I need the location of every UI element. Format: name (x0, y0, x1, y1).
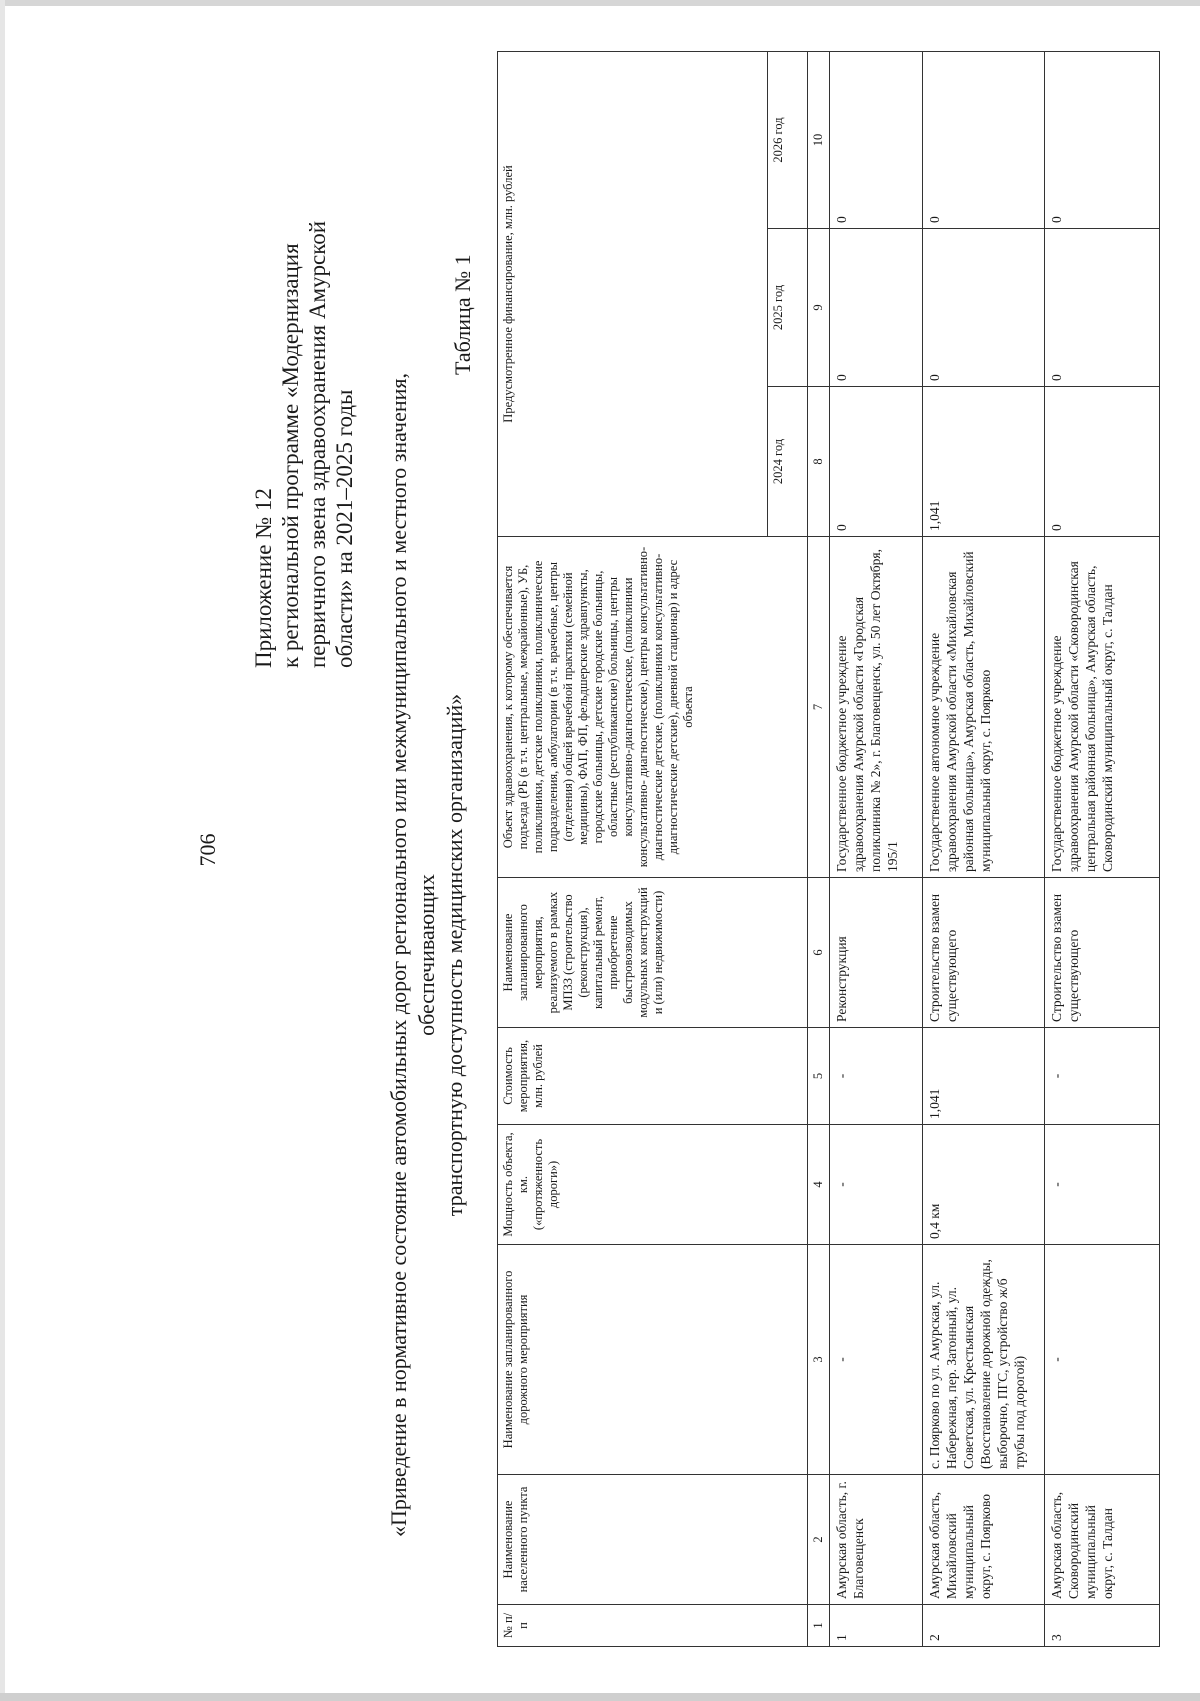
row-cost: - (1045, 1028, 1160, 1125)
title-line: «Приведение в нормативное состояние автомобильных дорог регионального или межмуниципального и местного значения, обеспечивающих (386, 372, 439, 1538)
index-cell: 6 (808, 878, 830, 1028)
index-cell: 4 (808, 1125, 830, 1245)
row-facility: Государственное бюджетное учреждение здравоохранения Амурской области «Городская поликлиника № 2», г. Благовещенск, ул. 50 лет Октября, 195/1 (830, 537, 923, 878)
row-funding-2024: 1,041 (923, 387, 1045, 537)
row-road-event: с. Поярково по ул. Амурская, ул. Набережная, пер. Затонный, ул. Советская, ул. Крестьянская (Восстановление дорожной одежды, выборочно, ПГС, устройство ж/б трубы под дорогой) (923, 1245, 1045, 1475)
index-cell: 7 (808, 537, 830, 878)
index-cell: 1 (808, 1605, 830, 1647)
scan-edge-bottom (0, 1693, 1200, 1701)
row-place: Амурская область, Михайловский муниципальный округ, с. Поярково (923, 1475, 1045, 1605)
title-line: транспортную доступность медицинских организаций» (442, 693, 467, 1217)
appendix-line: первичного звена здравоохранения Амурской (305, 220, 330, 668)
row-cost: 1,041 (923, 1028, 1045, 1125)
header-capacity: Мощность объекта, км. («протяженность дороги») (498, 1125, 808, 1245)
scan-edge-top (0, 0, 1200, 6)
row-num: 3 (1045, 1605, 1160, 1647)
row-facility: Государственное автономное учреждение здравоохранения Амурской области «Михайловская районная больница», Амурская область, Михайловский муниципальный округ, с. Поярково (923, 537, 1045, 878)
header-2026: 2026 год (768, 51, 808, 228)
row-place: Амурская область, Сковородинский муниципальный округ, с. Талдан (1045, 1475, 1160, 1605)
row-mpzz-event: Строительство взамен существующего (923, 878, 1045, 1028)
row-road-event: - (1045, 1245, 1160, 1475)
header-2025: 2025 год (768, 229, 808, 387)
table-row (923, 51, 1045, 1646)
row-funding-2025: 0 (830, 229, 923, 387)
header-road-event: Наименование запланированного дорожного мероприятия (498, 1245, 808, 1475)
row-funding-2026: 0 (923, 51, 1045, 228)
header-mpzz-event: Наименование запланированного мероприятия, реализуемого в рамках МПЗЗ (строительство (реконструкция), капитальный ремонт, приобретение быстровозводимых модульных конструкций и (или) недвижимости) (498, 878, 808, 1028)
row-mpzz-event: Строительство взамен существующего (1045, 878, 1160, 1028)
header-cost: Стоимость мероприятия, млн. рублей (498, 1028, 808, 1125)
header-num: № п/п (498, 1605, 808, 1647)
row-capacity: 0,4 км (923, 1125, 1045, 1245)
appendix-line: Приложение № 12 (251, 488, 276, 668)
row-funding-2024: 0 (1045, 387, 1160, 537)
row-cost: - (830, 1028, 923, 1125)
header-2024: 2024 год (768, 387, 808, 537)
scan-edge-left (0, 0, 5, 1701)
appendix-line: к региональной программе «Модернизация (278, 243, 303, 668)
row-num: 2 (923, 1605, 1045, 1647)
document-title (385, 305, 469, 1605)
index-cell: 3 (808, 1245, 830, 1475)
index-cell: 2 (808, 1475, 830, 1605)
appendix-line: области» на 2021–2025 годы (332, 389, 357, 668)
header-facility: Объект здравоохранения, к которому обеспечивается подъезда (РБ (в т.ч. центральные, межрайонные), УБ, поликлиники, детские поликлиники, поликлинические подразделения, амбулатории (в т.ч. врачебные, центры (отделения) общей врачебной практики (семейной медицины), ФАП, ФП, фельдшерские здравпункты, городские больницы, детские городские больницы, областные (республиканские) больницы, центры консультативно-диагностические, (поликлиники консультативно- диагностические), центры консультативно-диагностические детские, (поликлиники консультативно-диагностические детские), дневной стационар) и адрес объекта (498, 537, 808, 878)
row-capacity: - (1045, 1125, 1160, 1245)
index-cell: 8 (808, 387, 830, 537)
page-number: 706 (195, 833, 220, 867)
table-caption: Таблица № 1 (450, 254, 475, 375)
row-facility: Государственное бюджетное учреждение здравоохранения Амурской области «Сковородинская центральная районная больница», Амурская область, Сковородинский муниципальный округ, с. Талдан (1045, 537, 1160, 878)
row-capacity: - (830, 1125, 923, 1245)
row-mpzz-event: Реконструкция (830, 878, 923, 1028)
index-cell: 10 (808, 51, 830, 228)
row-road-event: - (830, 1245, 923, 1475)
row-funding-2026: 0 (830, 51, 923, 228)
header-place: Наименование населенного пункта (498, 1475, 808, 1605)
index-cell: 9 (808, 229, 830, 387)
row-funding-2024: 0 (830, 387, 923, 537)
appendix-block (250, 68, 358, 668)
row-num: 1 (830, 1605, 923, 1647)
row-funding-2025: 0 (923, 229, 1045, 387)
index-cell: 5 (808, 1028, 830, 1125)
table-row (1045, 51, 1160, 1646)
row-funding-2026: 0 (1045, 51, 1160, 228)
index-row (808, 51, 830, 1646)
road-table (497, 51, 1160, 1647)
table-row (830, 51, 923, 1646)
row-place: Амурская область, г. Благовещенск (830, 1475, 923, 1605)
rotated-page (50, 25, 1150, 1675)
header-funding: Предусмотренное финансирование, млн. рублей (498, 51, 768, 536)
row-funding-2025: 0 (1045, 229, 1160, 387)
